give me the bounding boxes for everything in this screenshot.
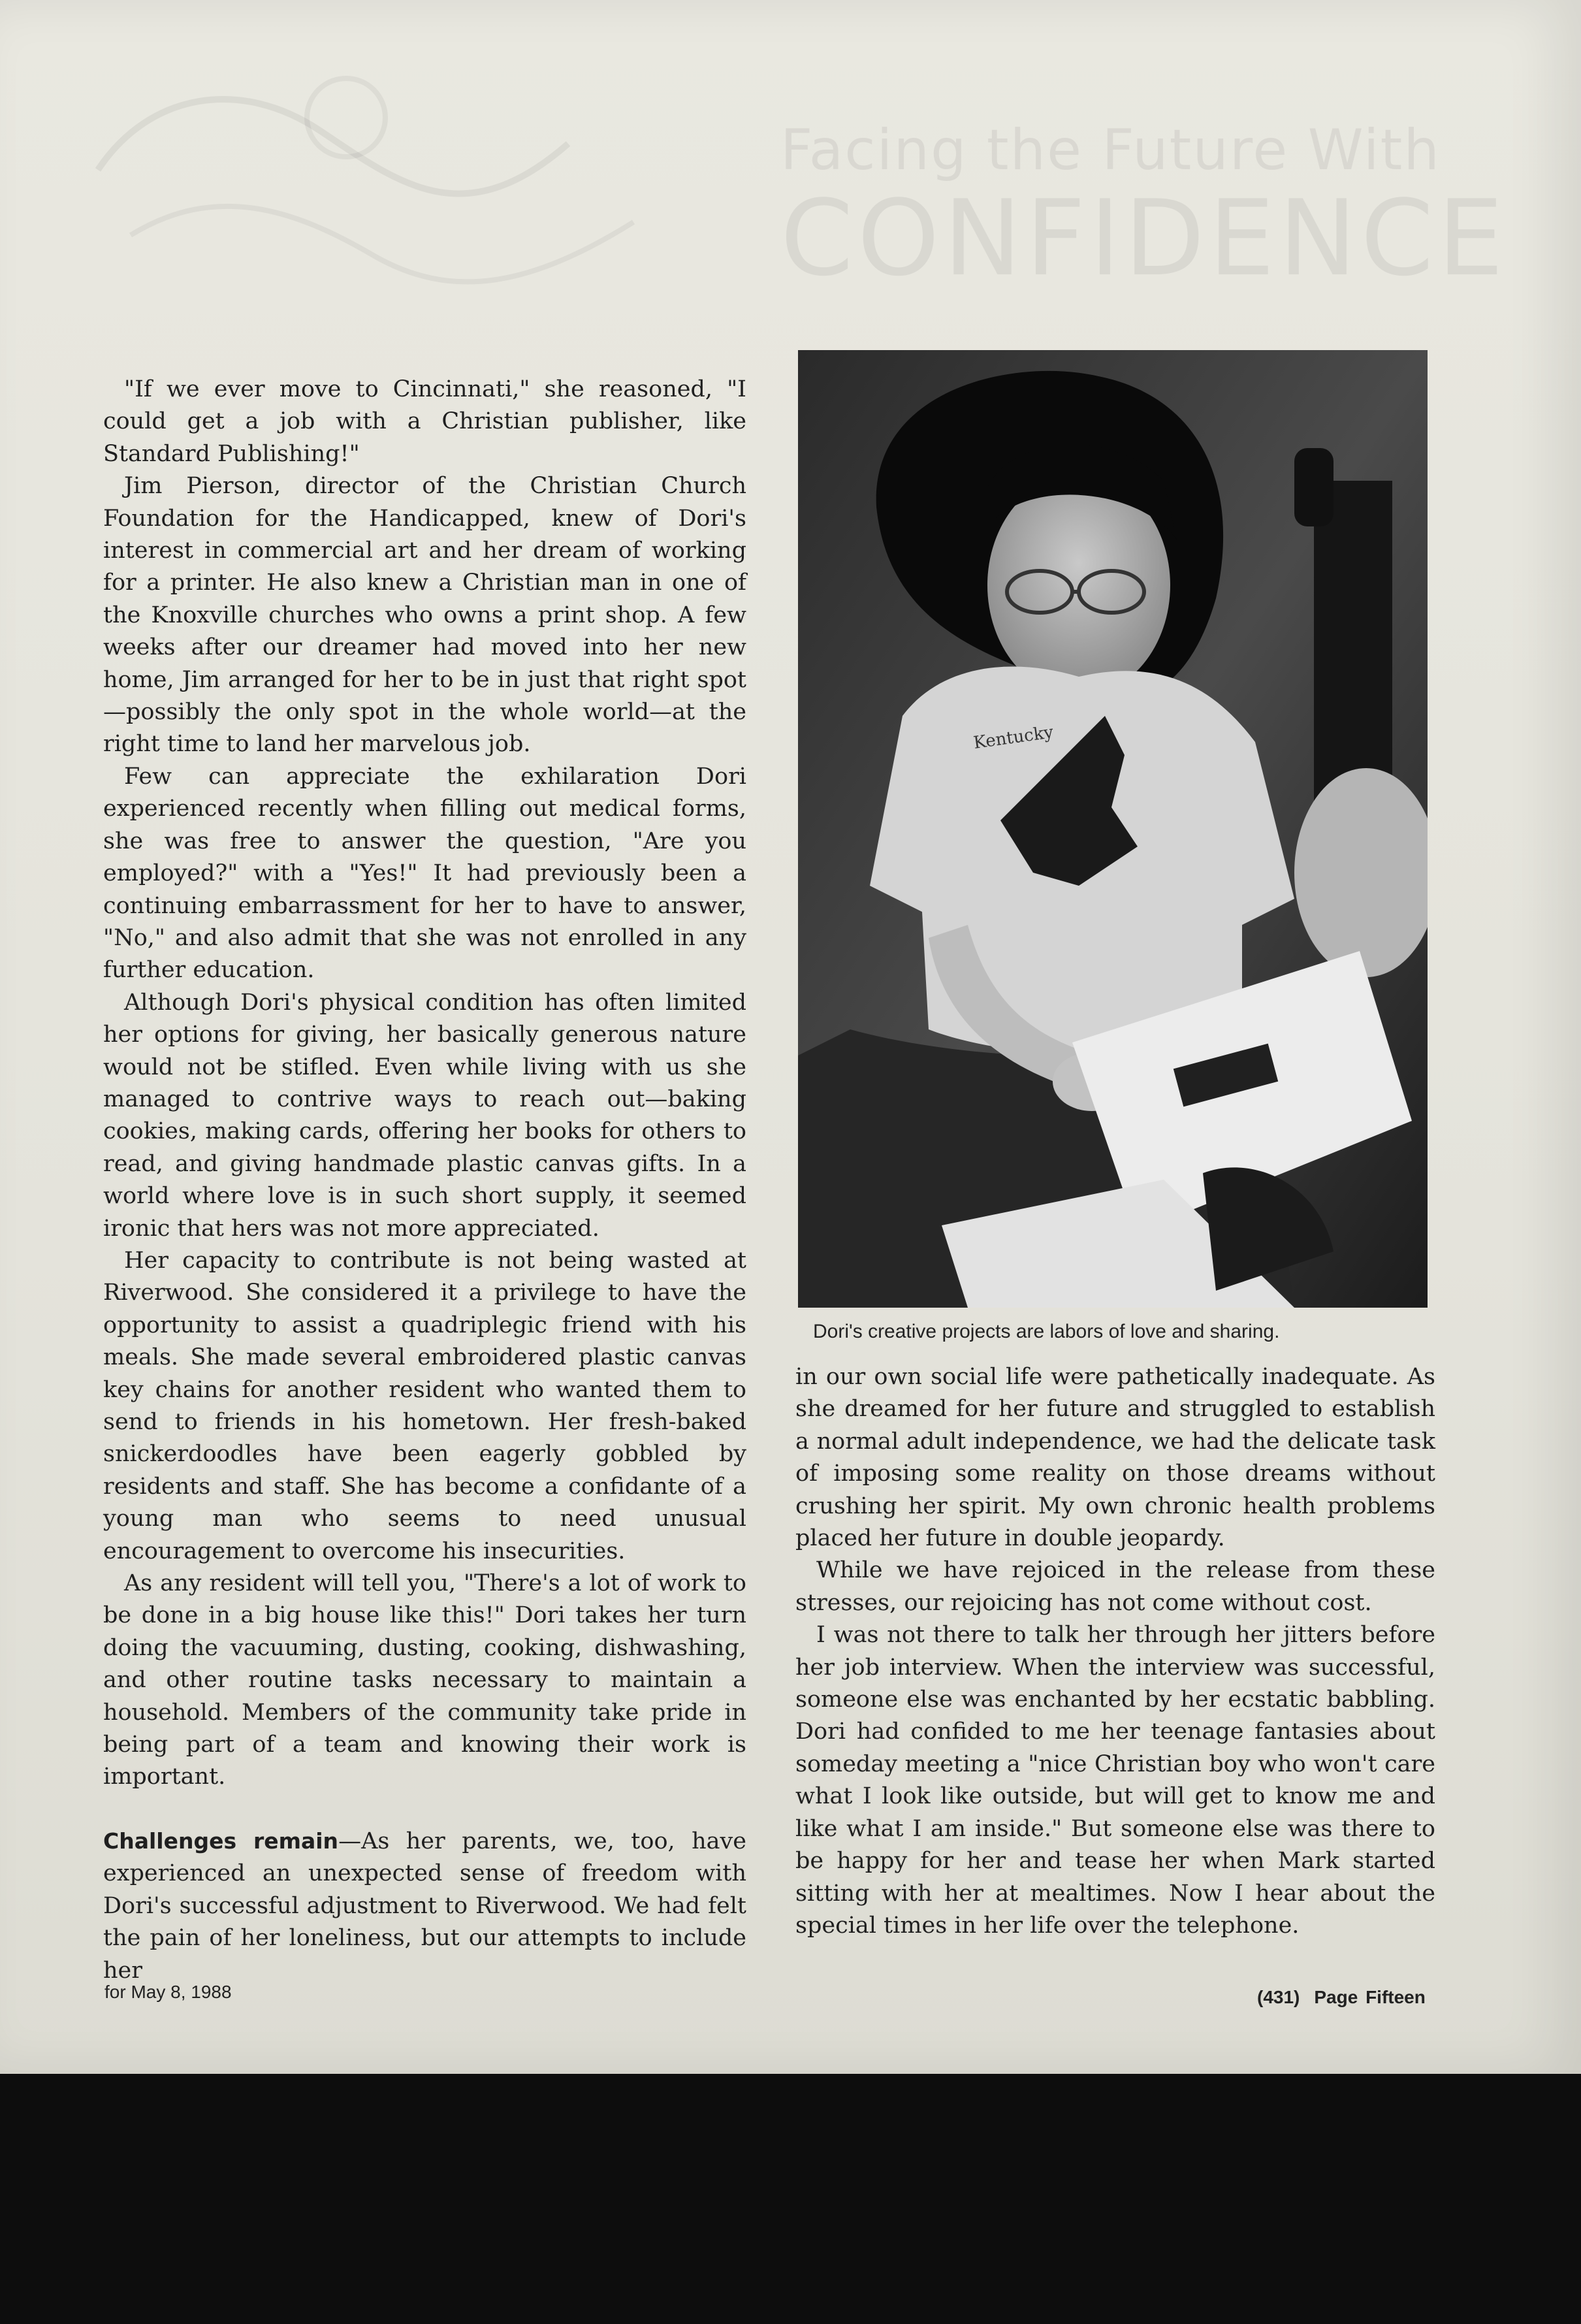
paragraph: Jim Pierson, director of the Christian Church Foundation for the Handicapped, knew of Dori's interest in commercial art and her dream of working for a printer. He also knew a Christian man in one of the Knoxville churches who owns a print shop. A few weeks after our dreamer had moved into her new home, Jim arranged for her to be in just that right spot—possibly the only spot in the whole world—at the right time to land her marvelous job.	[103, 473, 746, 758]
left-column	[103, 374, 746, 1987]
paragraph: in our own social life were pathetically inadequate. As she dreamed for her future and struggled to establish a normal adult independence, we had the delicate task of imposing some reality on those dreams without crushing her spirit. My own chronic health problems placed her future in double jeopardy.	[795, 1364, 1435, 1552]
section-heading: Challenges remain	[103, 1828, 339, 1854]
section-body: —As her parents, we, too, have experienced an unexpected sense of freedom with Dori's successful adjustment to Riverwood. We had felt the pain of her loneliness, but our attempts to include her	[103, 1828, 746, 1984]
bleed-through-illustration	[72, 39, 660, 314]
page-number: (431)	[1257, 1987, 1300, 2007]
page-footer	[1257, 1987, 1426, 2008]
paragraph: I was not there to talk her through her jitters before her job interview. When the interview was successful, someone else was enchanted by her ecstatic babbling. Dori had confided to me her teenage fantasies about someday meeting a "nice Christian boy who won't care what I look like outside, but will get to know me and like what I am inside." But someone else was there to be happy for her and tease her when Mark started sitting with her at mealtimes. Now I hear about the special times in her life over the telephone.	[795, 1622, 1435, 1939]
ghost-heading-line2: CONFIDENCE	[780, 177, 1508, 287]
issue-date: for May 8, 1988	[104, 1982, 232, 2002]
shirt-text: Kentucky	[972, 722, 1055, 753]
article-photo	[798, 350, 1428, 1308]
paragraph: "If we ever move to Cincinnati," she reasoned, "I could get a job with a Christian publisher, like Standard Publishing!"	[103, 376, 746, 467]
section-paragraph	[103, 1825, 746, 1987]
paragraph: Few can appreciate the exhilaration Dori experienced recently when filling out medical forms, she was free to answer the question, "Are you employed?" with a "Yes!" It had previously been a continuing embarrassment for her to have to answer, "No," and also admit that she was not enrolled in any further education.	[103, 763, 746, 984]
photo-illustration	[798, 350, 1428, 1308]
paragraph: As any resident will tell you, "There's a lot of work to be done in a big house like this!" Dori takes her turn doing the vacuuming, dusting, cooking, dishwashing, and other routine tasks necessary to maintain a household. Members of the community take pride in being part of a team and knowing their work is important.	[103, 1570, 746, 1790]
ghost-heading-line1: Facing the Future With	[780, 118, 1441, 183]
right-column	[795, 1361, 1435, 1942]
paragraph: Although Dori's physical condition has often limited her options for giving, her basically generous nature would not be stifled. Even while living with us she managed to contrive ways to reach out—baking cookies, making cards, offering her books for others to read, and giving handmade plastic canvas gifts. In a world where love is in such short supply, it seemed ironic that hers was not more appreciated.	[103, 989, 746, 1242]
page-label: Page Fifteen	[1314, 1987, 1426, 2007]
photo-caption: Dori's creative projects are labors of love and sharing.	[813, 1321, 1280, 1342]
bleed-through-heading	[780, 118, 1577, 287]
paragraph: While we have rejoiced in the release from these stresses, our rejoicing has not come without cost.	[795, 1557, 1435, 1616]
paragraph: Her capacity to contribute is not being wasted at Riverwood. She considered it a privilege to have the opportunity to assist a quadriplegic friend with his meals. She made several embroidered plastic canvas key chains for another resident who wanted them to send to friends in his hometown. Her fresh-baked snickerdoodles have been eagerly gobbled by residents and staff. She has become a confidante of a young man who seems to need unusual encouragement to overcome his insecurities.	[103, 1247, 746, 1564]
